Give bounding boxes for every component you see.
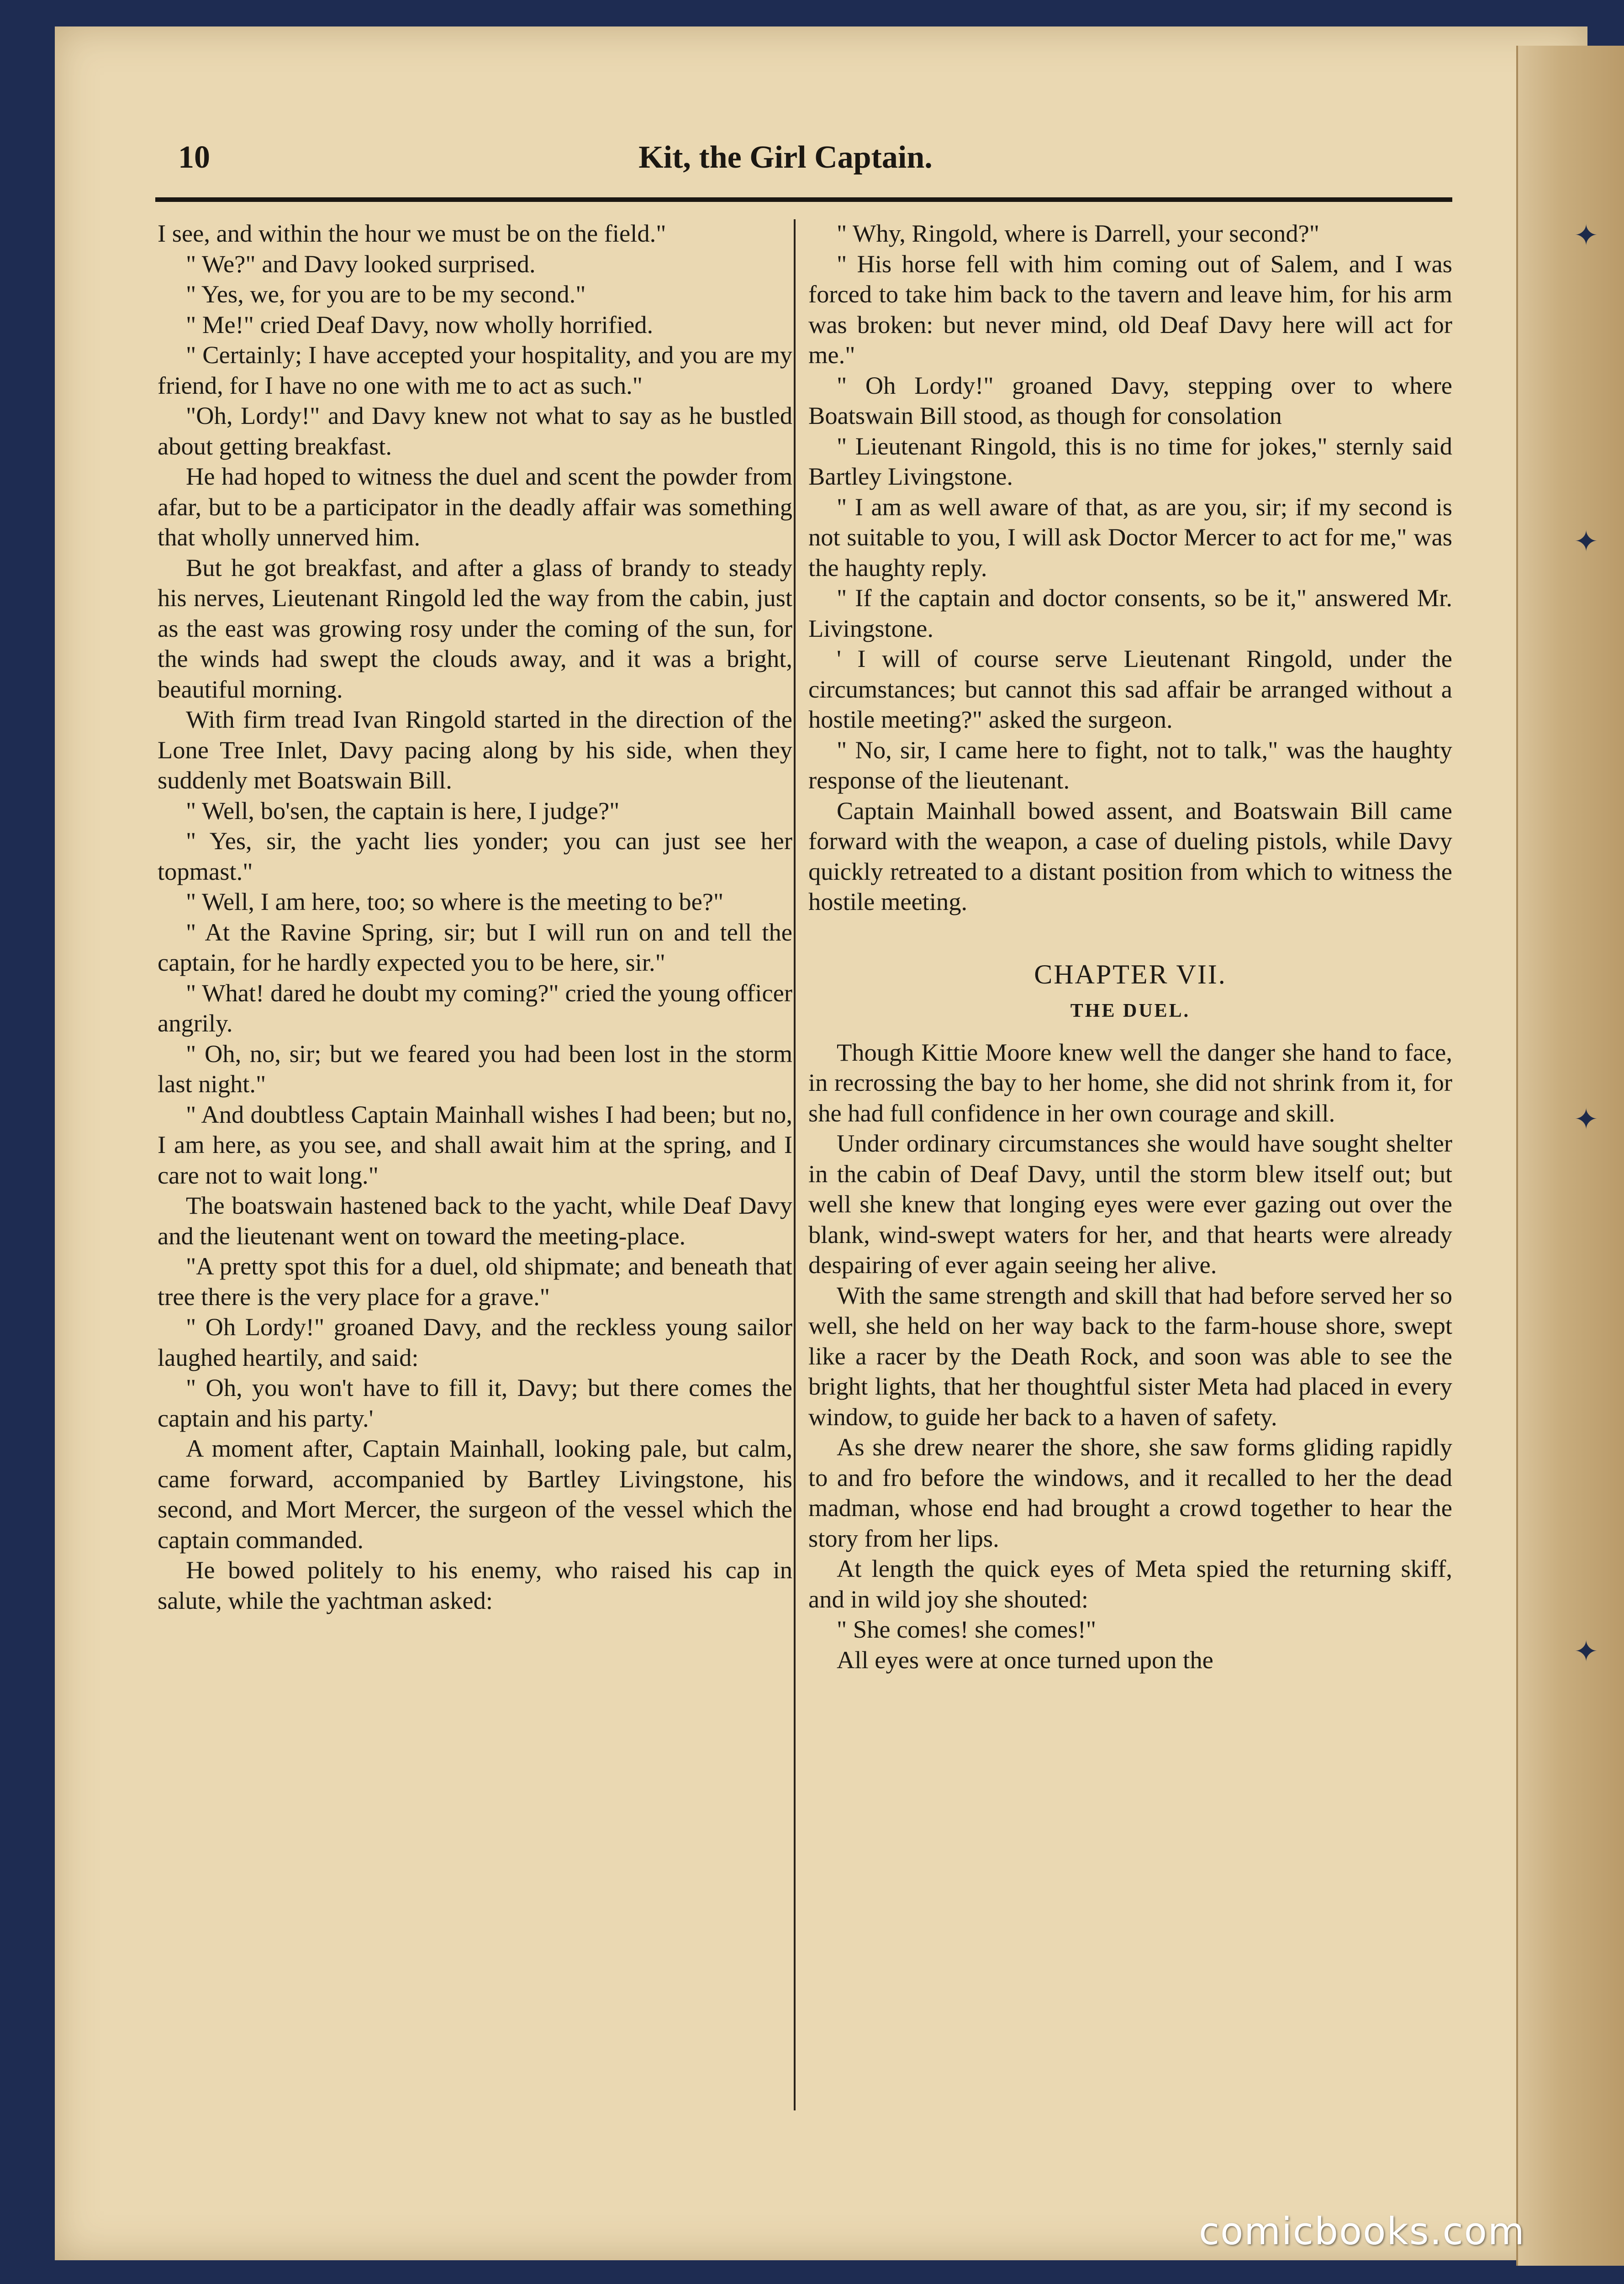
paragraph: He bowed politely to his enemy, who raised his cap in salute, while the yachtman asked: [158,1556,792,1614]
paragraph: " His horse fell with him coming out of Salem, and I was forced to take him back to the tavern and leave him, for his arm was broken: but never mind, old Deaf Davy here will act for me." [808,249,1452,369]
binding-staple-mark: ✦ [1574,1103,1598,1137]
paragraph: All eyes were at once turned upon the [837,1645,1213,1674]
paragraph: " Oh Lordy!" groaned Davy, and the reckless young sailor laughed heartily, and said: [158,1313,792,1371]
paragraph: " No, sir, I came here to fight, not to talk," was the haughty response of the lieutenant. [808,735,1452,794]
paragraph: " And doubtless Captain Mainhall wishes I had been; but no, I am here, as you see, and shall await him at the spring, and I care not to wait long." [158,1100,792,1189]
paragraph: A moment after, Captain Mainhall, looking pale, but calm, came forward, accompanied by Bartley Livingstone, his second, and Mort Mercer, the surgeon of the vessel which the captain commanded. [158,1434,792,1554]
binding-staple-mark: ✦ [1574,525,1598,559]
paragraph: " Oh, you won't have to fill it, Davy; but there comes the captain and his party.' [158,1374,792,1432]
chapter-subtitle: THE DUEL. [1070,1000,1191,1021]
binding-staple-mark: ✦ [1574,219,1598,253]
paragraph: But he got breakfast, and after a glass of brandy to steady his nerves, Lieutenant Ringold led the way from the cabin, just as the east was growing rosy under the coming of the sun, for the winds had swept the clouds away, and it was a bright, beautiful morning. [158,553,792,703]
header-rule [155,197,1452,202]
paragraph: At length the quick eyes of Meta spied the returning skiff, and in wild joy she shouted: [808,1554,1452,1613]
chapter-title: CHAPTER VII. [1034,959,1227,989]
paragraph: " Well, I am here, too; so where is the meeting to be?" [186,888,724,915]
paragraph: " If the captain and doctor consents, so be it," answered Mr. Livingstone. [808,584,1452,642]
paragraph: With firm tread Ivan Ringold started in the direction of the Lone Tree Inlet, Davy pacing along by his side, when they suddenly met Boatswain Bill. [158,705,792,794]
left-column [158,218,792,1616]
running-head: Kit, the Girl Captain. [638,140,933,175]
paragraph: "A pretty spot this for a duel, old shipmate; and beneath that tree there is the very place for a grave." [158,1252,792,1311]
paragraph: " Certainly; I have accepted your hospitality, and you are my friend, for I have no one with me to act as such." [158,341,792,399]
paragraph: " Well, bo'sen, the captain is here, I judge?" [186,796,620,825]
paragraph: " I am as well aware of that, as are you, sir; if my second is not suitable to you, I will ask Doctor Mercer to act for me," was the haughty reply. [808,492,1452,582]
paragraph: " Oh Lordy!" groaned Davy, stepping over to where Boatswain Bill stood, as though for consolation [808,371,1452,429]
paragraph: " She comes! she comes!" [837,1615,1097,1643]
paragraph: Though Kittie Moore knew well the danger she hand to face, in recrossing the bay to her home, she did not shrink from it, for she had full confidence in her own courage and skill. [808,1038,1452,1127]
paragraph: " Yes, we, for you are to be my second." [186,280,586,308]
paragraph: " Why, Ringold, where is Darrell, your second?" [837,219,1320,247]
right-column [808,218,1452,1675]
paragraph: As she drew nearer the shore, she saw forms gliding rapidly to and fro before the windows, and it recalled to her the dead madman, whose end had brought a crowd together to hear the story from her lips. [808,1433,1452,1552]
paragraph: The boatswain hastened back to the yacht, while Deaf Davy and the lieutenant went on toward the meeting-place. [158,1191,792,1250]
paragraph: I see, and within the hour we must be on the field." [158,219,666,247]
binding-staple-mark: ✦ [1574,1635,1598,1669]
paragraph: Under ordinary circumstances she would have sought shelter in the cabin of Deaf Davy, until the storm blew itself out; but well she knew that longing eyes were ever gazing out over the blank, wind-swept waters for her, and that hearts were already despairing of ever again seeing her alive. [808,1129,1452,1279]
paragraph: " What! dared he doubt my coming?" cried the young officer angrily. [158,978,792,1037]
paragraph: ' I will of course serve Lieutenant Ringold, under the circumstances; but cannot this sad affair be arranged without a hostile meeting?" asked the surgeon. [808,645,1452,733]
paragraph: "Oh, Lordy!" and Davy knew not what to say as he bustled about getting breakfast. [158,402,792,460]
paragraph: Captain Mainhall bowed assent, and Boatswain Bill came forward with the weapon, a case of dueling pistols, while Davy quickly retreated to a distant position from which to witness the hostile meeting. [808,796,1452,915]
column-divider [794,219,796,2110]
paragraph: He had hoped to witness the duel and scent the powder from afar, but to be a participator in the deadly affair was something that wholly unnerved him. [158,462,792,551]
page-number: 10 [178,140,210,175]
paragraph: With the same strength and skill that had before served her so well, she held on her way back to the farm-house shore, swept like a racer by the Death Rock, and soon was able to see the bright lights, that her thoughtful sister Meta had placed in every window, to guide her back to a haven of safety. [808,1281,1452,1431]
page-header [123,139,1448,190]
paragraph: " Me!" cried Deaf Davy, now wholly horrified. [186,310,654,338]
paragraph: " Oh, no, sir; but we feared you had been lost in the storm last night." [158,1039,792,1098]
paragraph: " Lieutenant Ringold, this is no time for jokes," sternly said Bartley Livingstone. [808,432,1452,490]
paragraph: " At the Ravine Spring, sir; but I will run on and tell the captain, for he hardly expected you to be here, sir." [158,918,792,976]
next-page-edge [1516,46,1624,2266]
paragraph: " We?" and Davy looked surprised. [186,249,536,278]
watermark: comicbooks.com [1199,2210,1525,2253]
paragraph: " Yes, sir, the yacht lies yonder; you can just see her topmast." [158,827,792,885]
